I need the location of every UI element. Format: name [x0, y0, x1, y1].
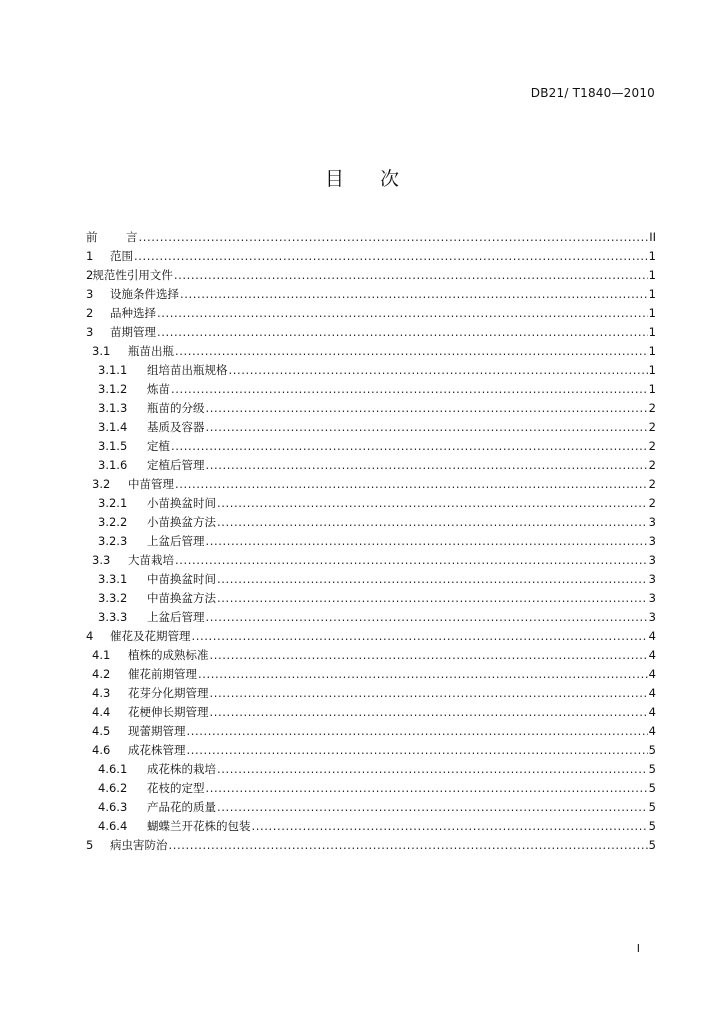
- toc-leader-dots: [217, 589, 648, 608]
- table-of-contents: [86, 228, 656, 855]
- toc-entry-label: 催花前期管理: [128, 667, 197, 681]
- toc-entry-label: 中苗换盆时间: [147, 572, 216, 586]
- toc-entry-number: 3.1.2: [98, 382, 128, 396]
- toc-entry-label: 定植: [147, 439, 170, 453]
- toc-entry-label: 成花株管理: [128, 743, 186, 757]
- toc-entry-label: 范围: [110, 249, 133, 263]
- toc-entry-number: 3.3.2: [98, 591, 128, 605]
- toc-entry-page: 3: [648, 572, 656, 586]
- toc-leader-dots: [210, 646, 648, 665]
- toc-entry-label: 催花及花期管理: [110, 629, 191, 643]
- toc-entry[interactable]: [86, 418, 656, 437]
- toc-entry-page: 1: [648, 268, 656, 282]
- toc-entry-number: 3: [86, 287, 94, 301]
- toc-entry-number: 2: [86, 268, 94, 282]
- toc-entry-page: 4: [648, 667, 656, 681]
- toc-entry-page: 5: [648, 743, 656, 757]
- toc-entry-number: 4.4: [92, 705, 111, 719]
- toc-entry-number: 3.2: [92, 477, 111, 491]
- toc-entry[interactable]: [86, 532, 656, 551]
- toc-entry-page: 4: [648, 648, 656, 662]
- toc-entry-label: 花枝的定型: [147, 781, 205, 795]
- toc-entry-label: 植株的成熟标准: [128, 648, 209, 662]
- toc-entry[interactable]: [86, 608, 656, 627]
- toc-entry[interactable]: [86, 399, 656, 418]
- toc-entry-page: 2: [648, 401, 656, 415]
- toc-entry[interactable]: [86, 836, 656, 855]
- toc-entry[interactable]: [86, 361, 656, 380]
- toc-leader-dots: [171, 380, 648, 399]
- toc-entry-number: 4.6.3: [98, 800, 128, 814]
- toc-entry-page: 2: [648, 458, 656, 472]
- toc-entry-number: 3.2.3: [98, 534, 128, 548]
- toc-entry-label: 病虫害防治: [110, 838, 168, 852]
- toc-entry-label: 中苗换盆方法: [147, 591, 216, 605]
- toc-entry-page: 5: [648, 762, 656, 776]
- toc-title-char-2: 次: [380, 168, 400, 190]
- toc-entry-number: 3: [86, 325, 94, 339]
- toc-entry-page: 5: [648, 838, 656, 852]
- toc-entry-label: 设施条件选择: [110, 287, 179, 301]
- toc-entry-page: 3: [648, 591, 656, 605]
- toc-entry-label: 炼苗: [147, 382, 170, 396]
- toc-entry[interactable]: [86, 304, 656, 323]
- toc-entry-number: 4.3: [92, 686, 111, 700]
- toc-entry-page: 4: [648, 686, 656, 700]
- toc-entry-page: 1: [648, 287, 656, 301]
- toc-entry[interactable]: [86, 266, 656, 285]
- toc-leader-dots: [217, 513, 648, 532]
- toc-entry-label: 现蕾期管理: [128, 724, 186, 738]
- toc-entry[interactable]: [86, 817, 656, 836]
- toc-entry-page: 5: [648, 819, 656, 833]
- toc-entry[interactable]: [86, 703, 656, 722]
- toc-title-char-1: 目: [324, 168, 344, 190]
- toc-leader-dots: [175, 342, 648, 361]
- toc-entry-page: 5: [648, 781, 656, 795]
- toc-entry-page: 3: [648, 515, 656, 529]
- toc-entry-page: 1: [648, 306, 656, 320]
- toc-entry-label: 苗期管理: [110, 325, 156, 339]
- toc-entry-number: 3.1.3: [98, 401, 128, 415]
- toc-entry[interactable]: [86, 741, 656, 760]
- toc-entry-label: 基质及容器: [147, 420, 205, 434]
- toc-entry-page: 4: [648, 705, 656, 719]
- toc-entry-page: 1: [648, 344, 656, 358]
- toc-entry[interactable]: [86, 627, 656, 646]
- toc-entry[interactable]: [86, 513, 656, 532]
- page-number: I: [636, 942, 640, 955]
- toc-leader-dots: [206, 399, 648, 418]
- toc-entry[interactable]: [86, 760, 656, 779]
- toc-entry-label: 规范性引用文件: [92, 268, 173, 282]
- toc-entry[interactable]: [86, 323, 656, 342]
- toc-leader-dots: [217, 570, 648, 589]
- toc-entry-label: 瓶苗出瓶: [128, 344, 174, 358]
- toc-entry-label: 小苗换盆时间: [147, 496, 216, 510]
- toc-leader-dots: [206, 532, 648, 551]
- toc-entry-page: 1: [648, 363, 656, 377]
- toc-entry-label: 蝴蝶兰开花株的包装: [147, 819, 251, 833]
- toc-entry-number: 1: [86, 249, 94, 263]
- toc-entry-page: 5: [648, 800, 656, 814]
- toc-entry-page: 2: [648, 477, 656, 491]
- toc-entry-label: 花芽分化期管理: [128, 686, 209, 700]
- toc-leader-dots: [175, 475, 648, 494]
- toc-entry[interactable]: [86, 247, 656, 266]
- toc-entry-number: 3.1.6: [98, 458, 128, 472]
- toc-entry[interactable]: [86, 551, 656, 570]
- toc-leader-dots: [206, 456, 648, 475]
- toc-entry-label: 品种选择: [110, 306, 156, 320]
- toc-entry-number: 4.6: [92, 743, 111, 757]
- toc-entry[interactable]: [86, 380, 656, 399]
- toc-entry[interactable]: [86, 665, 656, 684]
- toc-leader-dots: [210, 703, 648, 722]
- toc-entry[interactable]: [86, 437, 656, 456]
- toc-entry-label: 产品花的质量: [147, 800, 216, 814]
- toc-leader-dots: [187, 741, 648, 760]
- toc-entry-label: 小苗换盆方法: [147, 515, 216, 529]
- toc-entry-number: 3.1.1: [98, 363, 128, 377]
- toc-leader-dots: [217, 494, 648, 513]
- toc-entry-label: 上盆后管理: [147, 534, 205, 548]
- toc-leader-dots: [174, 266, 648, 285]
- toc-entry[interactable]: [86, 646, 656, 665]
- toc-entry-page: 3: [648, 553, 656, 567]
- toc-entry-number: 3.3: [92, 553, 111, 567]
- toc-entry-page: 4: [648, 724, 656, 738]
- toc-leader-dots: [206, 608, 648, 627]
- toc-entry-page: 3: [648, 534, 656, 548]
- document-code: DB21/ T1840—2010: [530, 86, 655, 100]
- toc-entry-label: 大苗栽培: [128, 553, 174, 567]
- toc-entry-page: 3: [648, 610, 656, 624]
- toc-entry[interactable]: [86, 228, 656, 247]
- toc-leader-dots: [187, 722, 648, 741]
- toc-entry[interactable]: [86, 684, 656, 703]
- toc-leader-dots: [252, 817, 648, 836]
- toc-leader-dots: [206, 779, 648, 798]
- toc-entry-number: 5: [86, 838, 94, 852]
- toc-leader-dots: [229, 361, 648, 380]
- toc-entry[interactable]: [86, 456, 656, 475]
- toc-entry-page: 2: [648, 420, 656, 434]
- toc-entry-label: 组培苗出瓶规格: [147, 363, 228, 377]
- toc-entry-number: 4.5: [92, 724, 111, 738]
- toc-leader-dots: [134, 247, 648, 266]
- toc-entry-number: 4.6.2: [98, 781, 128, 795]
- toc-entry[interactable]: [86, 285, 656, 304]
- toc-leader-dots: [139, 228, 649, 247]
- toc-leader-dots: [175, 551, 648, 570]
- toc-entry-label: 成花株的栽培: [147, 762, 216, 776]
- toc-entry-page: 1: [648, 325, 656, 339]
- toc-entry-number: 4.1: [92, 648, 111, 662]
- toc-entry-number: 2: [86, 306, 94, 320]
- toc-entry-number: 前: [86, 230, 98, 244]
- toc-entry-number: 4.2: [92, 667, 111, 681]
- toc-leader-dots: [157, 323, 648, 342]
- toc-entry-number: 3.1.4: [98, 420, 128, 434]
- toc-entry-label: 中苗管理: [128, 477, 174, 491]
- toc-entry-number: 4.6.4: [98, 819, 128, 833]
- toc-entry[interactable]: [86, 475, 656, 494]
- toc-entry-number: 3.2.2: [98, 515, 128, 529]
- toc-entry-number: 3.2.1: [98, 496, 128, 510]
- toc-entry-number: 3.1.5: [98, 439, 128, 453]
- toc-entry[interactable]: [86, 494, 656, 513]
- toc-entry-number: 4.6.1: [98, 762, 128, 776]
- toc-entry-page: 2: [648, 496, 656, 510]
- toc-entry-number: 4: [86, 629, 94, 643]
- toc-leader-dots: [169, 836, 648, 855]
- toc-leader-dots: [217, 798, 648, 817]
- toc-entry-label: 花梗伸长期管理: [128, 705, 209, 719]
- toc-entry-page: 4: [648, 629, 656, 643]
- toc-entry-number: 3.3.1: [98, 572, 128, 586]
- toc-leader-dots: [192, 627, 648, 646]
- toc-leader-dots: [180, 285, 648, 304]
- toc-entry[interactable]: [86, 798, 656, 817]
- toc-entry[interactable]: [86, 779, 656, 798]
- toc-entry[interactable]: [86, 570, 656, 589]
- toc-entry[interactable]: [86, 342, 656, 361]
- toc-entry-label: 瓶苗的分级: [147, 401, 205, 415]
- toc-entry-page: 1: [648, 249, 656, 263]
- toc-title: [0, 164, 724, 191]
- toc-entry-label: 定植后管理: [147, 458, 205, 472]
- toc-entry-label: 言: [126, 230, 138, 244]
- toc-entry-label: 上盆后管理: [147, 610, 205, 624]
- toc-entry-page: II: [649, 230, 656, 244]
- toc-entry-number: 3.3.3: [98, 610, 128, 624]
- toc-leader-dots: [171, 437, 648, 456]
- toc-entry-page: 1: [648, 382, 656, 396]
- toc-leader-dots: [210, 684, 648, 703]
- toc-leader-dots: [198, 665, 648, 684]
- toc-entry-page: 2: [648, 439, 656, 453]
- toc-entry[interactable]: [86, 589, 656, 608]
- toc-leader-dots: [206, 418, 648, 437]
- toc-leader-dots: [217, 760, 648, 779]
- toc-entry[interactable]: [86, 722, 656, 741]
- toc-entry-number: 3.1: [92, 344, 111, 358]
- toc-leader-dots: [157, 304, 648, 323]
